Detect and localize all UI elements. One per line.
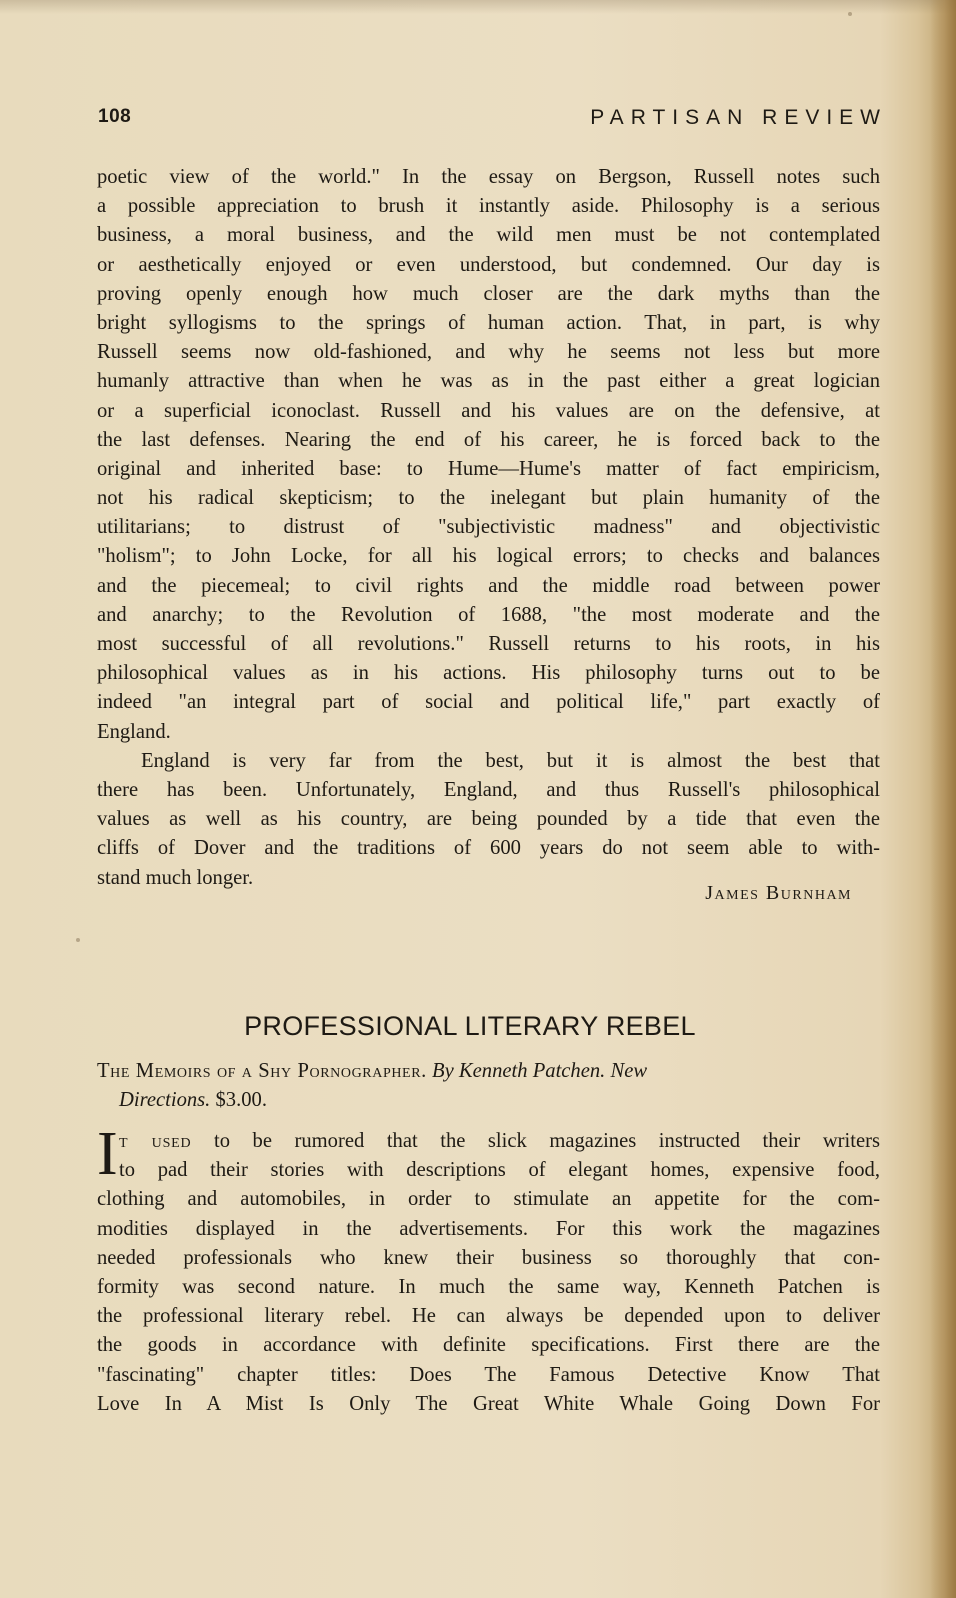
review-line-rest: to be rumored that the slick magazines instructed their writers	[191, 1130, 880, 1152]
essay-line: utilitarians; to distrust of "subjectivistic madness" and objectivistic	[97, 516, 880, 539]
review-line: formity was second nature. In much the same way, Kenneth Patchen is	[97, 1275, 880, 1298]
lead-in-words: t used	[119, 1130, 192, 1152]
running-head: PARTISAN REVIEW	[590, 106, 887, 129]
essay-line: original and inherited base: to Hume—Hume's matter of fact empiricism,	[97, 457, 880, 480]
essay-line: philosophical values as in his actions. His philosophy turns out to be	[97, 662, 880, 685]
essay-line: the last defenses. Nearing the end of his career, he is forced back to the	[97, 428, 880, 451]
essay-line: indeed "an integral part of social and political life," part exactly of	[97, 691, 880, 714]
essay-line: stand much longer.	[97, 866, 254, 889]
essay-line: a possible appreciation to brush it instantly aside. Philosophy is a serious	[97, 195, 880, 218]
page-number: 108	[98, 106, 132, 127]
essay-line: there has been. Unfortunately, England, and thus Russell's philosophical	[97, 778, 880, 801]
essay-line: and the piecemeal; to civil rights and the middle road between power	[97, 574, 880, 597]
essay-line: values as well as his country, are being pounded by a tide that even the	[97, 808, 880, 831]
paper-speck	[848, 12, 852, 16]
essay-line: and anarchy; to the Revolution of 1688, "the most moderate and the	[97, 603, 880, 626]
review-line	[97, 1127, 880, 1156]
book-title: The Memoirs of a Shy Pornographer.	[97, 1060, 427, 1082]
essay-line: "holism"; to John Locke, for all his logical errors; to checks and balances	[97, 545, 880, 568]
book-author: By Kenneth Patchen. New	[432, 1060, 648, 1082]
review-line: the goods in accordance with definite specifications. First there are the	[97, 1334, 880, 1357]
review-line: the professional literary rebel. He can always be depended upon to deliver	[97, 1305, 880, 1328]
essay-body	[97, 163, 880, 893]
essay-line: England is very far from the best, but it is almost the best that	[141, 749, 880, 772]
page-binding-edge	[930, 0, 956, 1598]
essay-line: proving openly enough how much closer are the dark myths than the	[97, 282, 880, 305]
essay-line: poetic view of the world." In the essay on Bergson, Russell notes such	[97, 166, 880, 188]
essay-line: bright syllogisms to the springs of human action. That, in part, is why	[97, 311, 880, 334]
essay-line: business, a moral business, and the wild men must be not contemplated	[97, 224, 880, 247]
book-publisher: Directions.	[119, 1089, 211, 1111]
review-line: to pad their stories with descriptions of elegant homes, expensive food,	[119, 1159, 880, 1182]
drop-cap: I	[97, 1120, 118, 1188]
paper-speck	[76, 938, 80, 942]
essay-line: England.	[97, 720, 171, 743]
review-line: clothing and automobiles, in order to stimulate an appetite for the com-	[97, 1188, 880, 1211]
review-line: needed professionals who knew their business so thoroughly that con-	[97, 1246, 880, 1269]
essay-line: Russell seems now old-fashioned, and why he seems not less but more	[97, 341, 880, 364]
review-heading: PROFESSIONAL LITERARY REBEL	[244, 1011, 696, 1041]
author-signature: James Burnham	[705, 882, 852, 904]
page-top-shadow	[0, 0, 956, 14]
review-line: modities displayed in the advertisements. For this work the magazines	[97, 1217, 880, 1240]
essay-line: or aesthetically enjoyed or even understood, but condemned. Our day is	[97, 253, 880, 276]
page-header	[98, 106, 887, 136]
review-body	[97, 1120, 880, 1419]
review-line: "fascinating" chapter titles: Does The Famous Detective Know That	[97, 1363, 880, 1386]
essay-line: or a superficial iconoclast. Russell and his values are on the defensive, at	[97, 399, 880, 422]
essay-line: most successful of all revolutions." Russell returns to his roots, in his	[97, 633, 880, 655]
book-citation	[97, 1057, 880, 1115]
book-price: $3.00.	[215, 1089, 267, 1111]
review-line: Love In A Mist Is Only The Great White Whale Going Down For	[97, 1392, 880, 1415]
essay-line: cliffs of Dover and the traditions of 600 years do not seem able to with-	[97, 837, 880, 860]
essay-line: not his radical skepticism; to the inelegant but plain humanity of the	[97, 487, 880, 510]
book-citation-line2	[97, 1086, 880, 1115]
essay-line: humanly attractive than when he was as in the past either a great logician	[97, 370, 880, 393]
